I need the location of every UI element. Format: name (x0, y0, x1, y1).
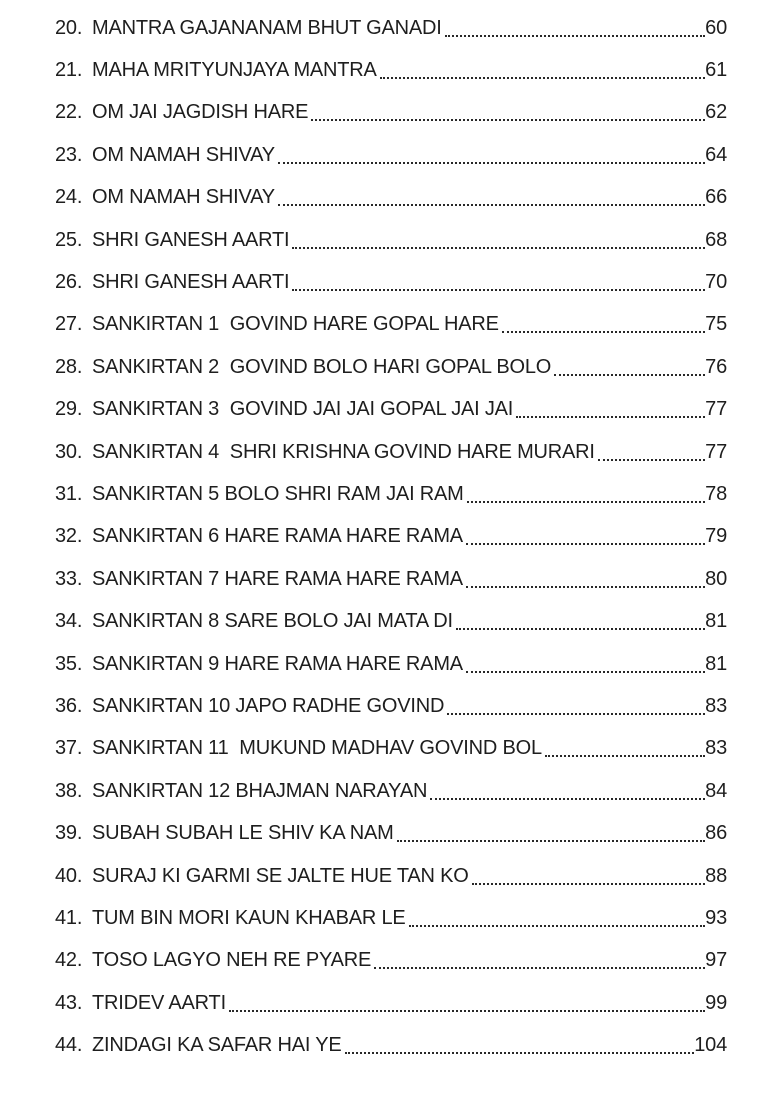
entry-number: 28. (55, 355, 83, 378)
entry-number: 44. (55, 1034, 83, 1057)
entry-title: MANTRA GAJANANAM BHUT GANADI (92, 16, 442, 39)
entry-number: 21. (55, 59, 83, 82)
entry-title: SANKIRTAN 2 GOVIND BOLO HARI GOPAL BOLO (92, 355, 552, 378)
toc-entry (55, 516, 727, 558)
toc-entry (55, 473, 727, 515)
dotted-leader (472, 868, 706, 885)
entry-number: 38. (55, 779, 83, 802)
toc-entry (55, 346, 727, 388)
toc-entry (55, 982, 727, 1024)
entry-title: SANKIRTAN 9 HARE RAMA HARE RAMA (92, 652, 463, 675)
entry-page-number: 86 (705, 822, 727, 845)
entry-number: 42. (55, 949, 83, 972)
dotted-leader (466, 656, 705, 673)
toc-entry (55, 685, 727, 727)
toc-entry (55, 134, 727, 176)
entry-number: 30. (55, 440, 83, 463)
entry-title: SANKIRTAN 12 BHAJMAN NARAYAN (92, 779, 428, 802)
dotted-leader (466, 571, 705, 588)
entry-page-number: 75 (705, 313, 727, 336)
toc-entry (55, 770, 727, 812)
entry-number: 34. (55, 610, 83, 633)
entry-page-number: 77 (705, 398, 727, 421)
entry-title: TRIDEV AARTI (92, 991, 226, 1014)
dotted-leader (409, 910, 706, 927)
entry-page-number: 77 (705, 440, 727, 463)
toc-entry (55, 219, 727, 261)
entry-page-number: 93 (705, 906, 727, 929)
entry-page-number: 62 (705, 101, 727, 124)
dotted-leader (278, 189, 705, 206)
entry-number: 23. (55, 143, 83, 166)
entry-title: SANKIRTAN 3 GOVIND JAI JAI GOPAL JAI JAI (92, 398, 514, 421)
entry-number: 33. (55, 567, 83, 590)
entry-page-number: 80 (705, 567, 727, 590)
dotted-leader (516, 401, 705, 418)
entry-number: 24. (55, 186, 83, 209)
entry-title: SANKIRTAN 8 SARE BOLO JAI MATA DI (92, 610, 453, 633)
entry-page-number: 88 (705, 864, 727, 887)
toc-entry (55, 261, 727, 303)
entry-page-number: 83 (705, 737, 727, 760)
entry-title: SANKIRTAN 5 BOLO SHRI RAM JAI RAM (92, 482, 464, 505)
entry-number: 29. (55, 398, 83, 421)
toc-entry (55, 431, 727, 473)
toc-entry (55, 728, 727, 770)
entry-page-number: 81 (705, 610, 727, 633)
entry-page-number: 68 (705, 228, 727, 251)
entry-number: 36. (55, 694, 83, 717)
entry-number: 27. (55, 313, 83, 336)
toc-list (55, 7, 727, 1067)
toc-entry (55, 7, 727, 49)
dotted-leader (466, 528, 705, 545)
entry-page-number: 104 (694, 1034, 727, 1057)
entry-page-number: 99 (705, 991, 727, 1014)
entry-page-number: 61 (705, 59, 727, 82)
entry-title: MAHA MRITYUNJAYA MANTRA (92, 59, 377, 82)
dotted-leader (380, 62, 705, 79)
entry-number: 25. (55, 228, 83, 251)
toc-entry (55, 812, 727, 854)
entry-number: 35. (55, 652, 83, 675)
dotted-leader (229, 995, 705, 1012)
entry-page-number: 66 (705, 186, 727, 209)
entry-title: SHRI GANESH AARTI (92, 228, 290, 251)
dotted-leader (502, 316, 705, 333)
entry-title: SURAJ KI GARMI SE JALTE HUE TAN KO (92, 864, 469, 887)
entry-number: 37. (55, 737, 83, 760)
entry-page-number: 78 (705, 482, 727, 505)
dotted-leader (447, 698, 705, 715)
entry-title: SUBAH SUBAH LE SHIV KA NAM (92, 822, 394, 845)
toc-entry (55, 897, 727, 939)
toc-entry (55, 600, 727, 642)
entry-number: 43. (55, 991, 83, 1014)
entry-number: 32. (55, 525, 83, 548)
dotted-leader (311, 104, 705, 121)
dotted-leader (467, 486, 706, 503)
entry-page-number: 64 (705, 143, 727, 166)
entry-number: 20. (55, 16, 83, 39)
toc-entry (55, 304, 727, 346)
entry-title: OM NAMAH SHIVAY (92, 143, 275, 166)
entry-page-number: 70 (705, 271, 727, 294)
entry-number: 41. (55, 906, 83, 929)
entry-number: 22. (55, 101, 83, 124)
entry-title: TOSO LAGYO NEH RE PYARE (92, 949, 372, 972)
dotted-leader (397, 825, 706, 842)
entry-number: 26. (55, 271, 83, 294)
dotted-leader (545, 740, 705, 757)
toc-entry (55, 558, 727, 600)
entry-page-number: 79 (705, 525, 727, 548)
dotted-leader (445, 20, 706, 37)
entry-title: SANKIRTAN 7 HARE RAMA HARE RAMA (92, 567, 463, 590)
entry-page-number: 83 (705, 694, 727, 717)
toc-entry (55, 940, 727, 982)
toc-entry (55, 643, 727, 685)
entry-page-number: 76 (705, 355, 727, 378)
dotted-leader (430, 783, 705, 800)
entry-title: OM JAI JAGDISH HARE (92, 101, 309, 124)
entry-number: 31. (55, 482, 83, 505)
entry-title: SANKIRTAN 4 SHRI KRISHNA GOVIND HARE MURARI (92, 440, 595, 463)
entry-page-number: 60 (705, 16, 727, 39)
entry-title: SANKIRTAN 10 JAPO RADHE GOVIND (92, 694, 445, 717)
entry-page-number: 81 (705, 652, 727, 675)
dotted-leader (554, 359, 705, 376)
dotted-leader (292, 232, 705, 249)
toc-entry (55, 49, 727, 91)
toc-entry (55, 1024, 727, 1066)
entry-title: OM NAMAH SHIVAY (92, 186, 275, 209)
dotted-leader (292, 274, 705, 291)
toc-entry (55, 855, 727, 897)
dotted-leader (345, 1037, 695, 1054)
entry-title: SANKIRTAN 6 HARE RAMA HARE RAMA (92, 525, 463, 548)
toc-entry (55, 389, 727, 431)
entry-number: 39. (55, 822, 83, 845)
entry-page-number: 97 (705, 949, 727, 972)
dotted-leader (278, 147, 705, 164)
dotted-leader (374, 952, 705, 969)
entry-page-number: 84 (705, 779, 727, 802)
entry-title: SANKIRTAN 1 GOVIND HARE GOPAL HARE (92, 313, 499, 336)
toc-entry (55, 92, 727, 134)
dotted-leader (598, 444, 705, 461)
entry-number: 40. (55, 864, 83, 887)
dotted-leader (456, 613, 705, 630)
entry-title: ZINDAGI KA SAFAR HAI YE (92, 1034, 342, 1057)
entry-title: SHRI GANESH AARTI (92, 271, 290, 294)
entry-title: SANKIRTAN 11 MUKUND MADHAV GOVIND BOL (92, 737, 542, 760)
toc-entry (55, 177, 727, 219)
entry-title: TUM BIN MORI KAUN KHABAR LE (92, 906, 406, 929)
